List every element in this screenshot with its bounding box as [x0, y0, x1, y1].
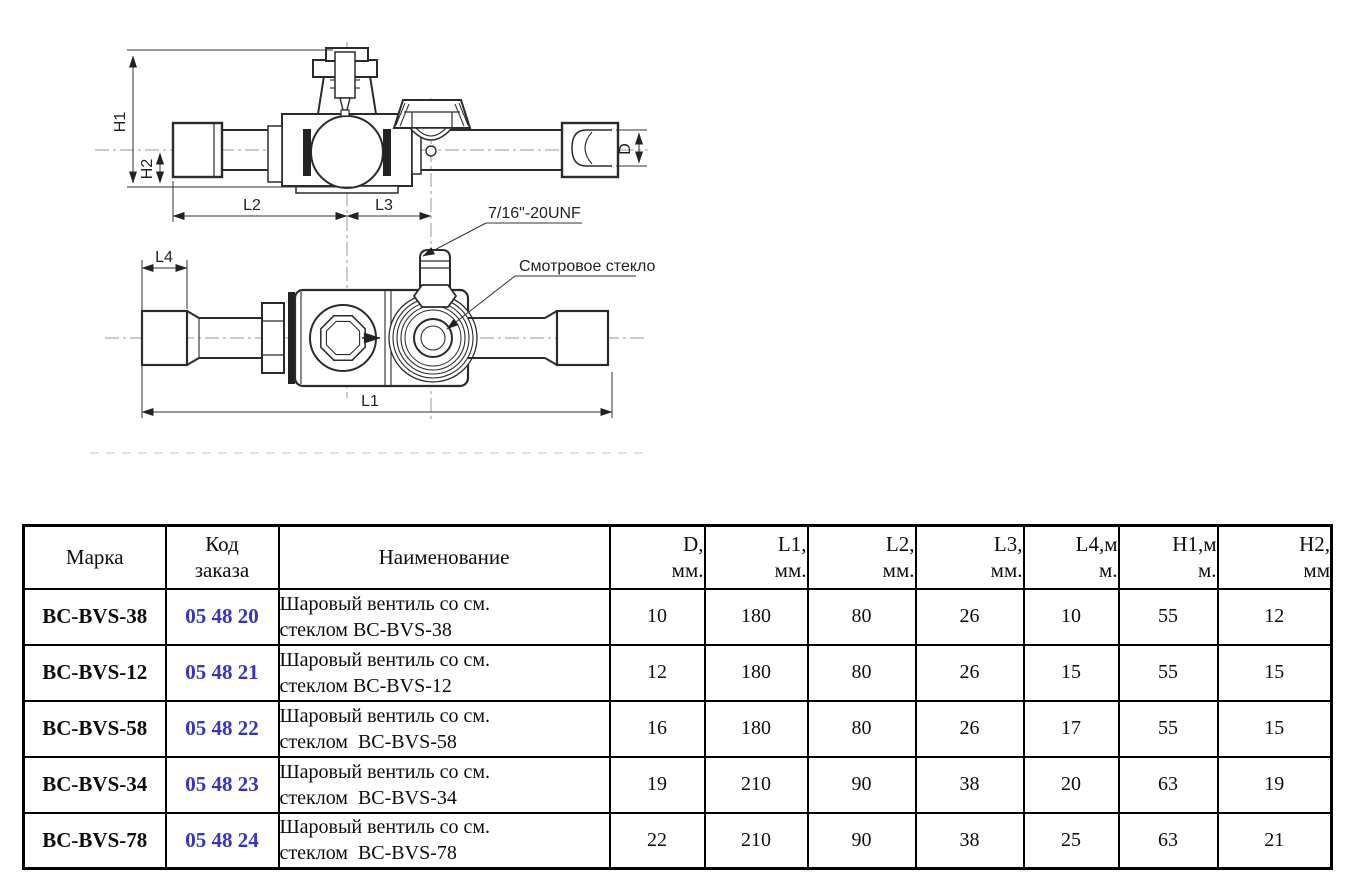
- cell-h1: 55: [1119, 589, 1218, 645]
- ball-seat-right: [383, 129, 391, 176]
- col-header-l2: L2, мм.: [808, 526, 916, 589]
- pipe-hole: [426, 146, 436, 156]
- cell-d: 19: [610, 757, 705, 813]
- cell-h2: 21: [1218, 813, 1332, 869]
- cell-marka: BC-BVS-38: [24, 589, 166, 645]
- col-header-l3: L3, мм.: [916, 526, 1024, 589]
- cell-l4: 25: [1024, 813, 1119, 869]
- col-header-h2: H2, мм: [1218, 526, 1332, 589]
- cell-l4: 20: [1024, 757, 1119, 813]
- col-header-l1: L1, мм.: [705, 526, 808, 589]
- cell-name: Шаровый вентиль со см. стеклом BC-BVS-58: [279, 701, 610, 757]
- right-socket: [562, 123, 618, 177]
- stem: [335, 52, 355, 98]
- union-nut: [262, 303, 284, 373]
- ball-seat-left: [303, 129, 311, 176]
- dim-label-l2: L2: [243, 197, 261, 214]
- sight-glass-label: Смотровое стекло: [519, 258, 656, 275]
- cell-h1: 63: [1119, 813, 1218, 869]
- thread-spec-label: 7/16"-20UNF: [488, 205, 581, 222]
- cell-l3: 38: [916, 813, 1024, 869]
- header-row: [24, 526, 1332, 589]
- dim-label-l3: L3: [375, 197, 393, 214]
- cell-marka: BC-BVS-78: [24, 813, 166, 869]
- cell-order-code: 05 48 24: [166, 813, 279, 869]
- cell-l1: 210: [705, 757, 808, 813]
- left-socket: [173, 123, 222, 177]
- cell-l2: 80: [808, 645, 916, 701]
- table-row: [24, 701, 1332, 757]
- cell-l2: 90: [808, 813, 916, 869]
- cell-h2: 19: [1218, 757, 1332, 813]
- col-header-name: Наименование: [279, 526, 610, 589]
- cell-name: Шаровый вентиль со см. стеклом BC-BVS-34: [279, 757, 610, 813]
- table-row: [24, 645, 1332, 701]
- valve-technical-drawing: [0, 0, 690, 475]
- cell-d: 12: [610, 645, 705, 701]
- cell-d: 10: [610, 589, 705, 645]
- cell-name: Шаровый вентиль со см. стеклом BC-BVS-12: [279, 645, 610, 701]
- dim-label-d: D: [617, 143, 634, 155]
- cell-l2: 80: [808, 589, 916, 645]
- spec-table-wrapper: [22, 524, 1333, 870]
- table-row: [24, 589, 1332, 645]
- cell-l3: 26: [916, 645, 1024, 701]
- dim-label-l4: L4: [155, 249, 173, 266]
- cell-l3: 26: [916, 589, 1024, 645]
- cell-l3: 26: [916, 701, 1024, 757]
- cell-h1: 55: [1119, 701, 1218, 757]
- cell-d: 16: [610, 701, 705, 757]
- dim-label-h2: H2: [139, 158, 156, 180]
- col-header-marka: Марка: [24, 526, 166, 589]
- cell-l1: 180: [705, 645, 808, 701]
- valve-cross-section-view: [173, 48, 618, 193]
- cell-d: 22: [610, 813, 705, 869]
- cell-marka: BC-BVS-12: [24, 645, 166, 701]
- cell-marka: BC-BVS-58: [24, 701, 166, 757]
- valve-spec-table: [22, 524, 1333, 870]
- cell-order-code: 05 48 22: [166, 701, 279, 757]
- ball: [311, 116, 383, 188]
- cell-l2: 90: [808, 757, 916, 813]
- cell-l4: 10: [1024, 589, 1119, 645]
- col-header-l4: L4,м м.: [1024, 526, 1119, 589]
- dim-label-l1: L1: [361, 393, 379, 410]
- cell-name: Шаровый вентиль со см. стеклом BC-BVS-38: [279, 589, 610, 645]
- cell-order-code: 05 48 21: [166, 645, 279, 701]
- cell-l4: 15: [1024, 645, 1119, 701]
- table-row: [24, 757, 1332, 813]
- col-header-h1: H1,м м.: [1119, 526, 1218, 589]
- col-header-code: Код заказа: [166, 526, 279, 589]
- stem-octagon: [321, 316, 365, 360]
- cell-h2: 15: [1218, 701, 1332, 757]
- cell-l3: 38: [916, 757, 1024, 813]
- cell-l1: 210: [705, 813, 808, 869]
- cell-l1: 180: [705, 701, 808, 757]
- cell-h1: 55: [1119, 645, 1218, 701]
- cell-order-code: 05 48 20: [166, 589, 279, 645]
- cell-order-code: 05 48 23: [166, 757, 279, 813]
- cell-l1: 180: [705, 589, 808, 645]
- cell-l2: 80: [808, 701, 916, 757]
- table-row: [24, 813, 1332, 869]
- schrader-fitting: [414, 250, 456, 307]
- cell-h2: 15: [1218, 645, 1332, 701]
- dim-label-h1: H1: [112, 111, 129, 133]
- cell-h2: 12: [1218, 589, 1332, 645]
- cell-name: Шаровый вентиль со см. стеклом BC-BVS-78: [279, 813, 610, 869]
- col-header-d: D, мм.: [610, 526, 705, 589]
- cell-h1: 63: [1119, 757, 1218, 813]
- cell-marka: BC-BVS-34: [24, 757, 166, 813]
- cell-l4: 17: [1024, 701, 1119, 757]
